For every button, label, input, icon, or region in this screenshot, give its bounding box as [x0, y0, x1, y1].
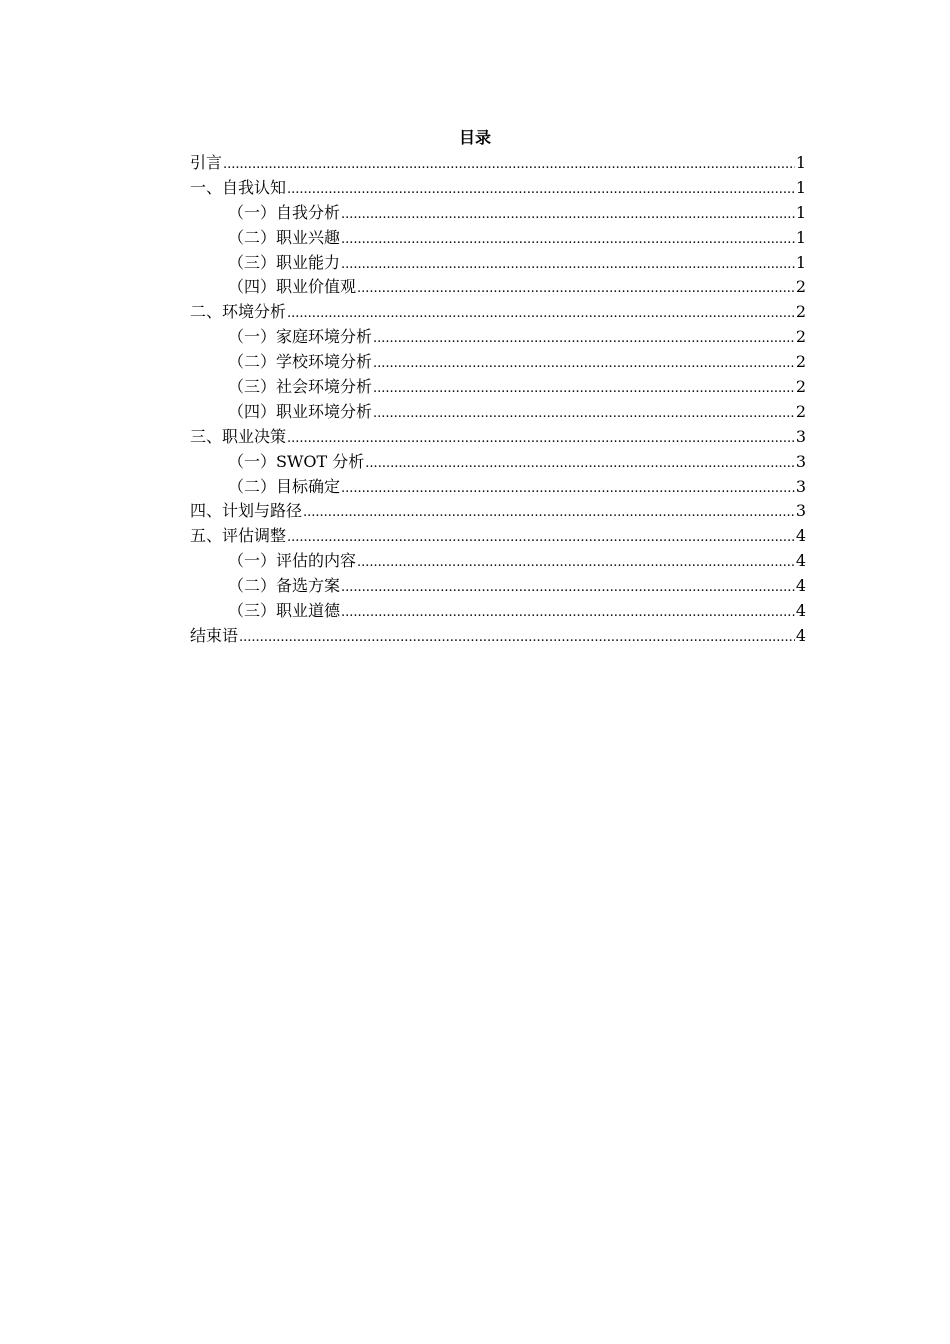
toc-entry-label: 五、评估调整 [190, 526, 287, 546]
toc-entry[interactable] [190, 425, 806, 450]
toc-dot-leader [287, 427, 795, 450]
table-of-contents [190, 151, 806, 649]
toc-entry-label: （四）职业环境分析 [228, 401, 373, 421]
toc-entry-label: （三）职业能力 [228, 252, 341, 272]
toc-dot-leader [341, 601, 795, 624]
toc-dot-leader [341, 203, 795, 226]
toc-dot-leader [287, 178, 795, 201]
toc-page-number: 2 [795, 401, 806, 421]
toc-entry[interactable] [190, 151, 806, 176]
toc-entry-label: （二）职业兴趣 [228, 227, 341, 247]
toc-entry[interactable] [190, 375, 806, 400]
toc-entry-label: 三、职业决策 [190, 426, 287, 446]
toc-title: 目录 [458, 128, 491, 147]
toc-entry[interactable] [190, 300, 806, 325]
toc-page-number: 2 [795, 302, 806, 322]
toc-entry[interactable] [190, 450, 806, 475]
toc-dot-leader [239, 626, 795, 649]
toc-entry[interactable] [190, 499, 806, 524]
toc-entry-label: 结束语 [190, 625, 239, 645]
toc-entry[interactable] [190, 574, 806, 599]
toc-page-number: 1 [795, 153, 806, 172]
toc-dot-leader [341, 228, 795, 251]
toc-page-number: 4 [795, 625, 806, 645]
toc-dot-leader [365, 452, 795, 475]
toc-entry-label: （二）备选方案 [228, 576, 341, 596]
toc-entry-label: （四）职业价值观 [228, 277, 357, 297]
toc-entry[interactable] [190, 524, 806, 549]
toc-dot-leader [341, 477, 795, 500]
toc-entry-label: 一、自我认知 [190, 177, 287, 197]
toc-entry[interactable] [190, 325, 806, 350]
toc-dot-leader [287, 526, 795, 549]
toc-entry[interactable] [190, 226, 806, 251]
toc-dot-leader [357, 551, 795, 574]
toc-page-number: 3 [795, 501, 806, 521]
toc-entry-label: （一）SWOT 分析 [228, 451, 365, 471]
toc-dot-leader [341, 253, 795, 276]
toc-entry-label: （二）学校环境分析 [228, 352, 373, 372]
toc-entry[interactable] [190, 275, 806, 300]
toc-entry[interactable] [190, 201, 806, 226]
toc-entry[interactable] [190, 475, 806, 500]
toc-entry-label: 二、环境分析 [190, 302, 287, 322]
toc-entry-label: （一）评估的内容 [228, 551, 357, 571]
toc-page-number: 4 [795, 551, 806, 571]
toc-entry-label: （一）自我分析 [228, 202, 341, 222]
toc-dot-leader [341, 576, 795, 599]
toc-entry-label: 引言 [190, 153, 223, 172]
toc-page-number: 4 [795, 576, 806, 596]
toc-entry[interactable] [190, 599, 806, 624]
toc-entry-label: （三）社会环境分析 [228, 377, 373, 397]
toc-entry[interactable] [190, 350, 806, 375]
toc-page-number: 2 [795, 327, 806, 347]
toc-dot-leader [223, 153, 795, 176]
toc-entry-label: （三）职业道德 [228, 601, 341, 621]
toc-entry[interactable] [190, 624, 806, 649]
toc-page-number: 2 [795, 277, 806, 297]
toc-page-number: 3 [795, 451, 806, 471]
toc-dot-leader [287, 302, 795, 325]
toc-dot-leader [373, 402, 795, 425]
toc-page-number: 4 [795, 601, 806, 621]
toc-page-number: 1 [795, 227, 806, 247]
toc-dot-leader [373, 377, 795, 400]
toc-page-number: 3 [795, 476, 806, 496]
toc-page-number: 2 [795, 377, 806, 397]
toc-entry-label: （二）目标确定 [228, 476, 341, 496]
toc-entry[interactable] [190, 549, 806, 574]
toc-dot-leader [303, 501, 795, 524]
toc-page-number: 1 [795, 202, 806, 222]
toc-dot-leader [373, 352, 795, 375]
toc-dot-leader [373, 327, 795, 350]
toc-entry-label: 四、计划与路径 [190, 501, 303, 521]
toc-page-number: 2 [795, 352, 806, 372]
toc-entry[interactable] [190, 251, 806, 276]
toc-entry[interactable] [190, 176, 806, 201]
toc-page-number: 4 [795, 526, 806, 546]
toc-entry[interactable] [190, 400, 806, 425]
toc-dot-leader [357, 277, 795, 300]
toc-page-number: 1 [795, 177, 806, 197]
toc-entry-label: （一）家庭环境分析 [228, 327, 373, 347]
toc-page-number: 3 [795, 426, 806, 446]
toc-page-number: 1 [795, 252, 806, 272]
